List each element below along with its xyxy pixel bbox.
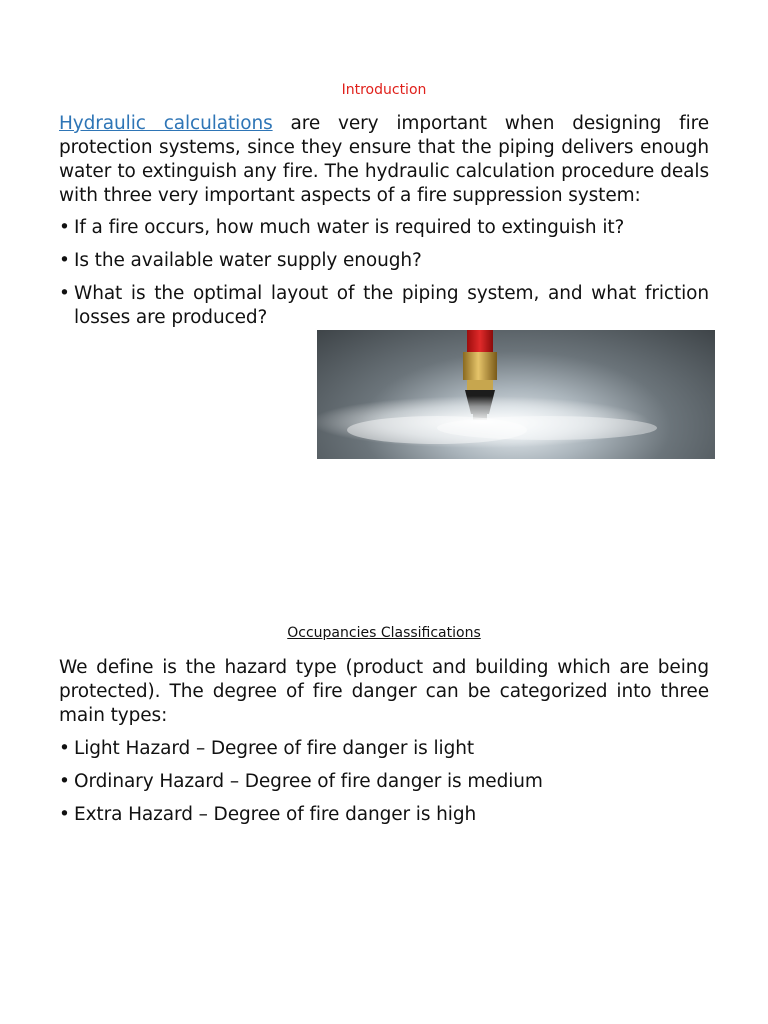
bullet-text: Light Hazard – Degree of fire danger is light bbox=[74, 738, 474, 759]
hazard-bullet-list bbox=[59, 737, 709, 836]
sprinkler-photo bbox=[317, 330, 715, 459]
introduction-paragraph-text: are very important when designing fire protection systems, since they ensure that the piping delivers enough water to extinguish any fire. The hydraulic calculation procedure deals with three very important aspects of a fire suppression system: bbox=[59, 113, 709, 206]
introduction-bullet-list bbox=[59, 216, 709, 339]
bullet-text: Extra Hazard – Degree of fire danger is high bbox=[74, 804, 477, 825]
bullet-text: Ordinary Hazard – Degree of fire danger is medium bbox=[74, 771, 543, 792]
sprinkler-illustration bbox=[317, 330, 715, 459]
bullet-text: What is the optimal layout of the piping system, and what friction losses are produced? bbox=[74, 283, 709, 328]
introduction-paragraph bbox=[59, 112, 709, 208]
red-pipe bbox=[467, 330, 493, 352]
bullet-icon: • bbox=[59, 804, 70, 825]
bullet-icon: • bbox=[59, 738, 70, 759]
list-item bbox=[59, 803, 709, 827]
bullet-icon: • bbox=[59, 771, 70, 792]
list-item bbox=[59, 249, 709, 273]
bullet-icon: • bbox=[59, 217, 70, 238]
occupancies-paragraph: We define is the hazard type (product and building which are being protected). The degree of fire danger can be categorized into three main types: bbox=[59, 657, 709, 726]
list-item bbox=[59, 737, 709, 761]
list-item bbox=[59, 282, 709, 330]
hydraulic-calculations-link[interactable]: Hydraulic calculations bbox=[59, 113, 273, 134]
bullet-icon: • bbox=[59, 283, 70, 304]
list-item bbox=[59, 770, 709, 794]
bullet-text: If a fire occurs, how much water is required to extinguish it? bbox=[74, 217, 625, 238]
bullet-text: Is the available water supply enough? bbox=[74, 250, 422, 271]
brass-fitting bbox=[463, 352, 497, 380]
occupancies-classifications-heading: Occupancies Classifications bbox=[287, 625, 481, 641]
list-item bbox=[59, 216, 709, 240]
introduction-heading: Introduction bbox=[341, 82, 427, 98]
bullet-icon: • bbox=[59, 250, 70, 271]
